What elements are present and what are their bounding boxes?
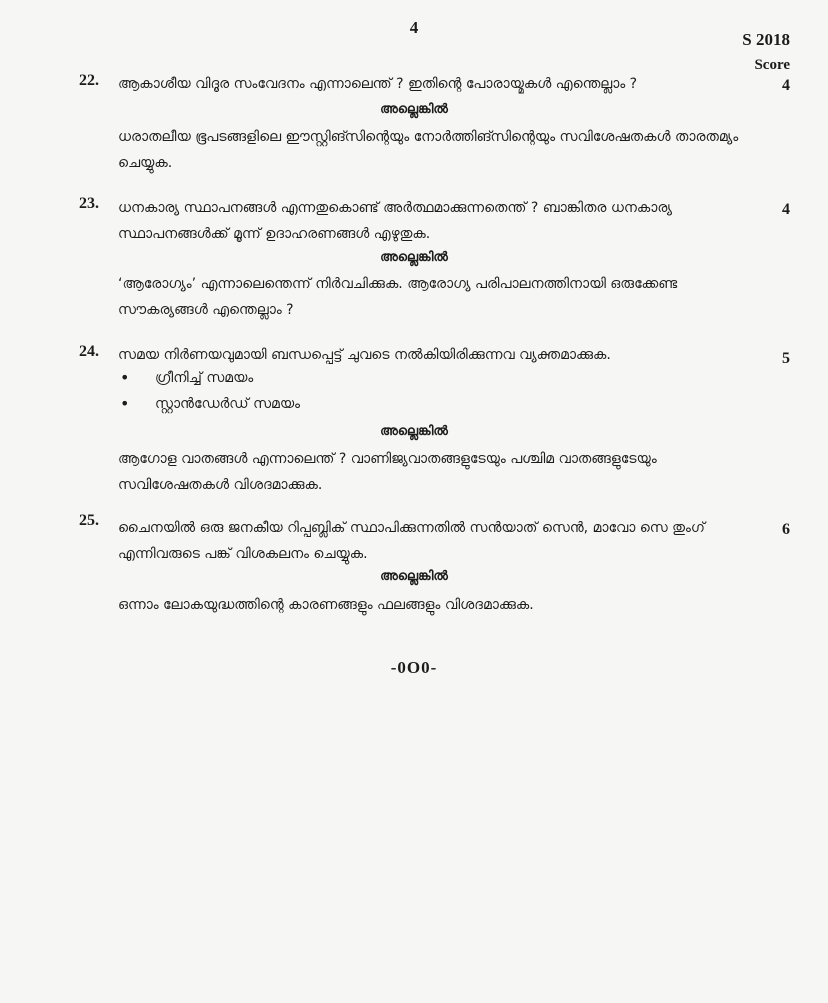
or-label: അല്ലെങ്കിൽ xyxy=(380,424,448,439)
exam-code: S 2018 xyxy=(742,30,790,49)
list-item: • സ്റ്റാൻഡേർഡ് സമയം xyxy=(118,391,300,417)
list-item: • ഗ്രീനിച്ച് സമയം xyxy=(118,365,300,391)
or-label: അല്ലെങ്കിൽ xyxy=(380,102,448,117)
question-text: ചൈനയിൽ ഒരു ജനകീയ റിപ്പബ്ലിക് സ്ഥാപിക്കുന്നതിൽ സൻയാത് സെൻ, മാവോ സെ തുംഗ് എന്നിവരുടെ പങ്ക് വിശകലനം ചെയ്യുക. xyxy=(118,520,705,562)
question-number: 24. xyxy=(79,343,99,360)
alternative-text: ആഗോള വാതങ്ങൾ എന്നാലെന്ത് ? വാണിജ്യവാതങ്ങളുടേയും പശ്ചിമ വാതങ്ങളുടേയും സവിശേഷതകൾ വിശദമാക്കുക. xyxy=(118,451,657,493)
or-label: അല്ലെങ്കിൽ xyxy=(380,569,448,584)
question-text: സമയ നിർണയവുമായി ബന്ധപ്പെട്ട് ചുവടെ നൽകിയിരിക്കുന്നവ വ്യക്തമാക്കുക. xyxy=(118,347,611,363)
question-number: 23. xyxy=(79,195,99,212)
end-mark: -0O0- xyxy=(390,658,438,677)
alternative-text: ഒന്നാം ലോകയുദ്ധത്തിന്റെ കാരണങ്ങളും ഫലങ്ങളും വിശദമാക്കുക. xyxy=(118,597,534,613)
question-marks: 5 xyxy=(782,350,790,367)
question-marks: 4 xyxy=(782,201,790,218)
question-text: ആകാശീയ വിദൂര സംവേദനം എന്നാലെന്ത് ? ഇതിന്റെ പോരായ്മകൾ എന്തെല്ലാം ? xyxy=(118,76,638,92)
score-header: Score xyxy=(754,57,790,73)
question-marks: 4 xyxy=(782,77,790,94)
question-text: ധനകാര്യ സ്ഥാപനങ്ങൾ എന്നതുകൊണ്ട് അർത്ഥമാക്കുന്നതെന്ത് ? ബാങ്കിതര ധനകാര്യ സ്ഥാപനങ്ങൾക്ക് മൂന്ന് ഉദാഹരണങ്ങൾ എഴുതുക. xyxy=(118,200,673,242)
bullet-list xyxy=(118,365,300,417)
question-number: 22. xyxy=(79,72,99,89)
question-number: 25. xyxy=(79,512,99,529)
or-label: അല്ലെങ്കിൽ xyxy=(380,250,448,265)
question-marks: 6 xyxy=(782,521,790,538)
alternative-text: ‘ആരോഗ്യം’ എന്നാലെന്തെന്ന് നിർവചിക്കുക. ആരോഗ്യ പരിപാലനത്തിനായി ഒരുക്കേണ്ട സൗകര്യങ്ങൾ എന്തെല്ലാം ? xyxy=(118,276,678,318)
page-number: 4 xyxy=(409,18,419,37)
alternative-text: ധരാതലീയ ഭൂപടങ്ങളിലെ ഈസ്റ്റിങ്സിന്റെയും നോർത്തിങ്സിന്റെയും സവിശേഷതകൾ താരതമ്യം ചെയ്യുക. xyxy=(118,129,739,171)
